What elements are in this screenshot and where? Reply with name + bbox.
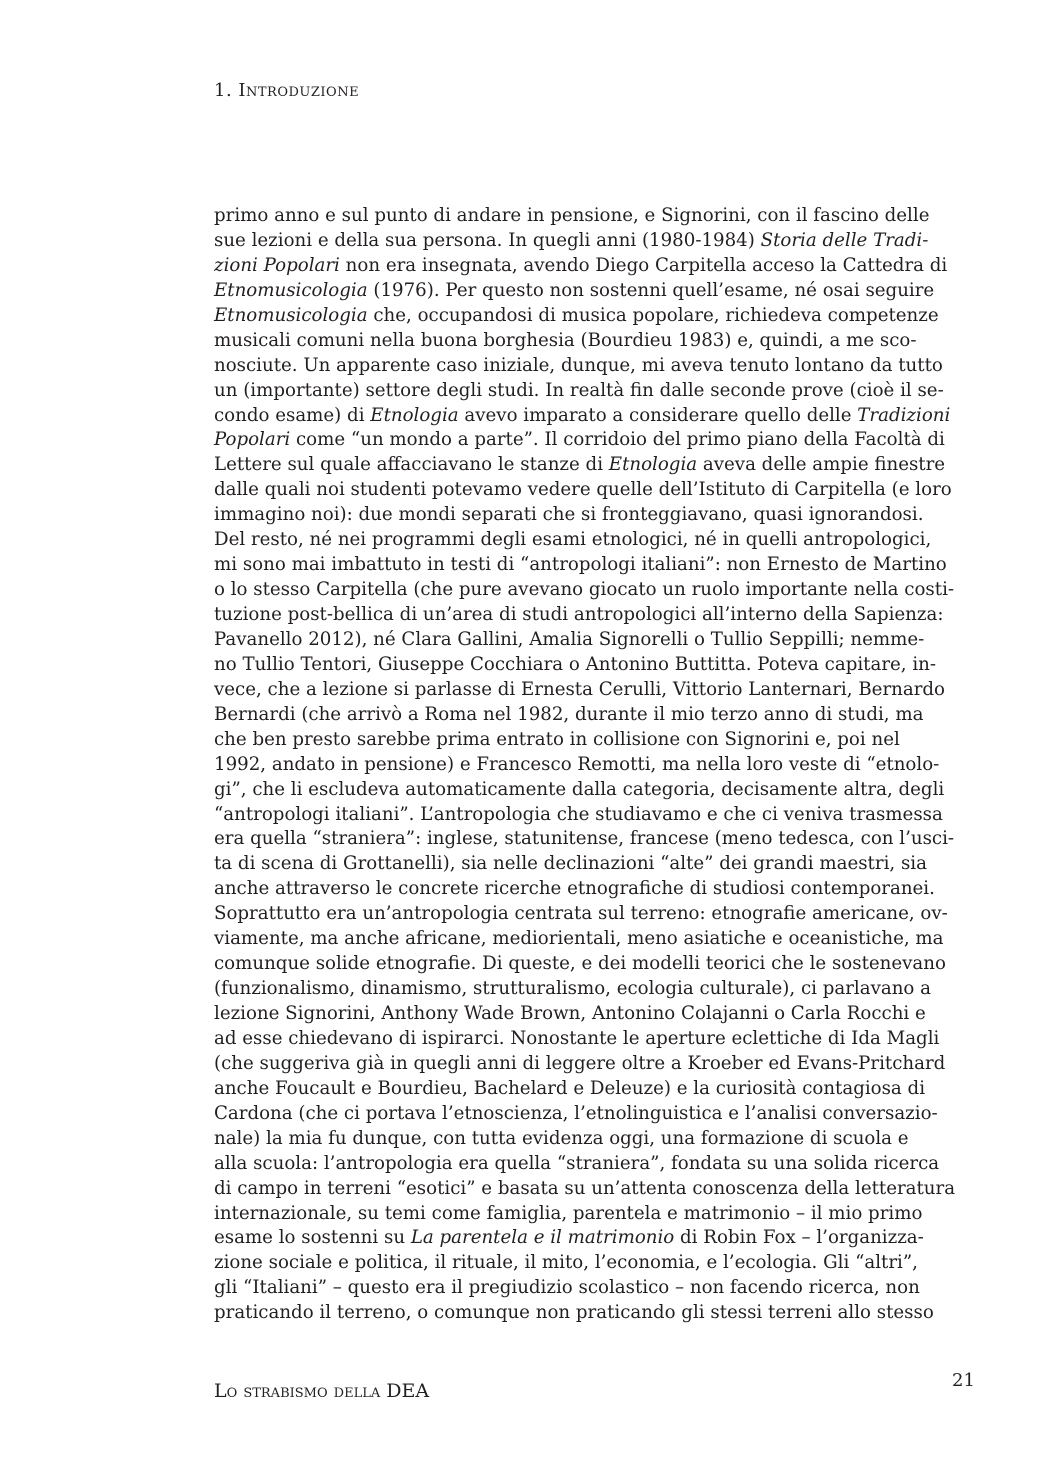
italic-title: zioni Popolari [214, 254, 340, 276]
text-line: musicali comuni nella buona borghesia (Bourdieu 1983) e, quindi, a me sco- [214, 329, 917, 351]
text-line: (che suggeriva già in quegli anni di leggere oltre a Kroeber ed Evans-Pritchard [214, 1052, 946, 1074]
text-line: condo esame) di Etnologia avevo imparato a considerare quello delle Tradizioni [214, 404, 951, 426]
text-line: lezione Signorini, Anthony Wade Brown, Antonino Colajanni o Carla Rocchi e [214, 1003, 926, 1024]
text-line: Etnomusicologia che, occupandosi di musica popolare, richiedeva competenze [214, 304, 939, 326]
text-line: vece, che a lezione si parlasse di Ernesta Cerulli, Vittorio Lanternari, Bernardo [214, 678, 945, 700]
text-line: zioni Popolari non era insegnata, avendo Diego Carpitella acceso la Cattedra di [214, 254, 948, 276]
text-line: mi sono mai imbattuto in testi di “antropologi italiani”: non Ernesto de Martino [214, 554, 947, 576]
text-line: nosciute. Un apparente caso iniziale, dunque, mi aveva tenuto lontano da tutto [214, 354, 943, 376]
running-head: 1. Introduzione [214, 80, 360, 101]
text-line: Soprattutto era un’antropologia centrata sul terreno: etnografie americane, ov- [214, 903, 948, 925]
text-line: tuzione post-bellica di un’area di studi antropologici all’interno della Sapienza: [214, 604, 944, 625]
text-line: immagino noi): due mondi separati che si fronteggiavano, quasi ignorandosi. [214, 504, 924, 526]
italic-title: Etnomusicologia [214, 279, 368, 301]
text-line: Etnomusicologia (1976). Per questo non sostenni quell’esame, né osai seguire [214, 279, 935, 301]
text-line: anche Foucault e Bourdieu, Bachelard e Deleuze) e la curiosità contagiosa di [214, 1077, 926, 1099]
text-line: Lettere sul quale affacciavano le stanze di Etnologia aveva delle ampie finestre [214, 454, 946, 476]
text-line: primo anno e sul punto di andare in pensione, e Signorini, con il fascino delle [214, 205, 930, 226]
text-line: no Tullio Tentori, Giuseppe Cocchiara o Antonino Buttitta. Poteva capitare, in- [214, 653, 937, 675]
text-line: che ben presto sarebbe prima entrato in collisione con Signorini e, poi nel [214, 728, 900, 750]
text-line: esame lo sostenni su La parentela e il matrimonio di Robin Fox – l’organizza- [214, 1227, 924, 1249]
text-line: zione sociale e politica, il rituale, il mito, l’economia, e l’ecologia. Gli “altri”, [214, 1252, 918, 1274]
text-line: gli “Italiani” – questo era il pregiudizio scolastico – non facendo ricerca, non [214, 1277, 920, 1299]
italic-title: Popolari [214, 429, 291, 451]
text-line: alla scuola: l’antropologia era quella “straniera”, fondata su una solida ricerca [214, 1152, 940, 1174]
text-line: Popolari come “un mondo a parte”. Il corridoio del primo piano della Facoltà di [214, 429, 945, 451]
book-title: Lo strabismo della DEA [214, 1380, 430, 1402]
text-line: praticando il terreno, o comunque non praticando gli stessi terreni allo stesso [214, 1302, 934, 1324]
text-line: “antropologi italiani”. L’antropologia che studiavamo e che ci veniva trasmessa [214, 803, 943, 825]
text-line: Pavanello 2012), né Clara Gallini, Amalia Signorelli o Tullio Seppilli; nemme- [214, 628, 925, 650]
italic-title: La parentela e il matrimonio [410, 1227, 675, 1249]
body-text [214, 204, 956, 1326]
text-line: era quella “straniera”: inglese, statunitense, francese (meno tedesca, con l’usci- [214, 828, 955, 850]
italic-title: Etnomusicologia [214, 304, 368, 326]
page-number: 21 [952, 1370, 975, 1391]
text-line: un (importante) settore degli studi. In realtà fin dalle seconde prove (cioè il se- [214, 379, 944, 401]
italic-title: Etnologia [370, 404, 459, 426]
text-line: ad esse chiedevano di ispirarci. Nonostante le aperture eclettiche di Ida Magli [214, 1027, 940, 1049]
text-line: anche attraverso le concrete ricerche etnografiche di studiosi contemporanei. [214, 878, 935, 900]
text-line: sue lezioni e della sua persona. In quegli anni (1980-1984) Storia delle Tradi- [214, 229, 929, 251]
text-line: di campo in terreni “esotici” e basata su un’attenta conoscenza della letteratura [214, 1177, 956, 1199]
italic-title: Tradizioni [857, 404, 951, 426]
text-line: Del resto, né nei programmi degli esami etnologici, né in quelli antropologici, [214, 529, 932, 551]
text-line: Cardona (che ci portava l’etnoscienza, l’etnolinguistica e l’analisi conversazio- [214, 1102, 938, 1124]
text-line: gi”, che li escludeva automaticamente dalla categoria, decisamente altra, degli [214, 778, 945, 800]
italic-title: Storia delle Tradi- [760, 229, 929, 251]
text-line: dalle quali noi studenti potevamo vedere quelle dell’Istituto di Carpitella (e loro [214, 479, 952, 501]
text-line: o lo stesso Carpitella (che pure avevano giocato un ruolo importante nella costi- [214, 579, 955, 601]
text-line: Bernardi (che arrivò a Roma nel 1982, durante il mio terzo anno di studi, ma [214, 703, 924, 725]
italic-title: Etnologia [608, 454, 698, 476]
text-line: comunque solide etnografie. Di queste, e dei modelli teorici che le sostenevano [214, 953, 946, 975]
text-line: viamente, ma anche africane, mediorientali, meno asiatiche e oceanistiche, ma [214, 928, 944, 950]
text-line: (funzionalismo, dinamismo, strutturalismo, ecologia culturale), ci parlavano a [214, 978, 931, 1000]
text-line: 1992, andato in pensione) e Francesco Remotti, ma nella loro veste di “etnolo- [214, 753, 940, 775]
text-line: ta di scena di Grottanelli), sia nelle declinazioni “alte” dei grandi maestri, sia [214, 853, 927, 875]
text-line: nale) la mia fu dunque, con tutta evidenza oggi, una formazione di scuola e [214, 1127, 909, 1149]
text-line: internazionale, su temi come famiglia, parentela e matrimonio – il mio primo [214, 1202, 923, 1224]
